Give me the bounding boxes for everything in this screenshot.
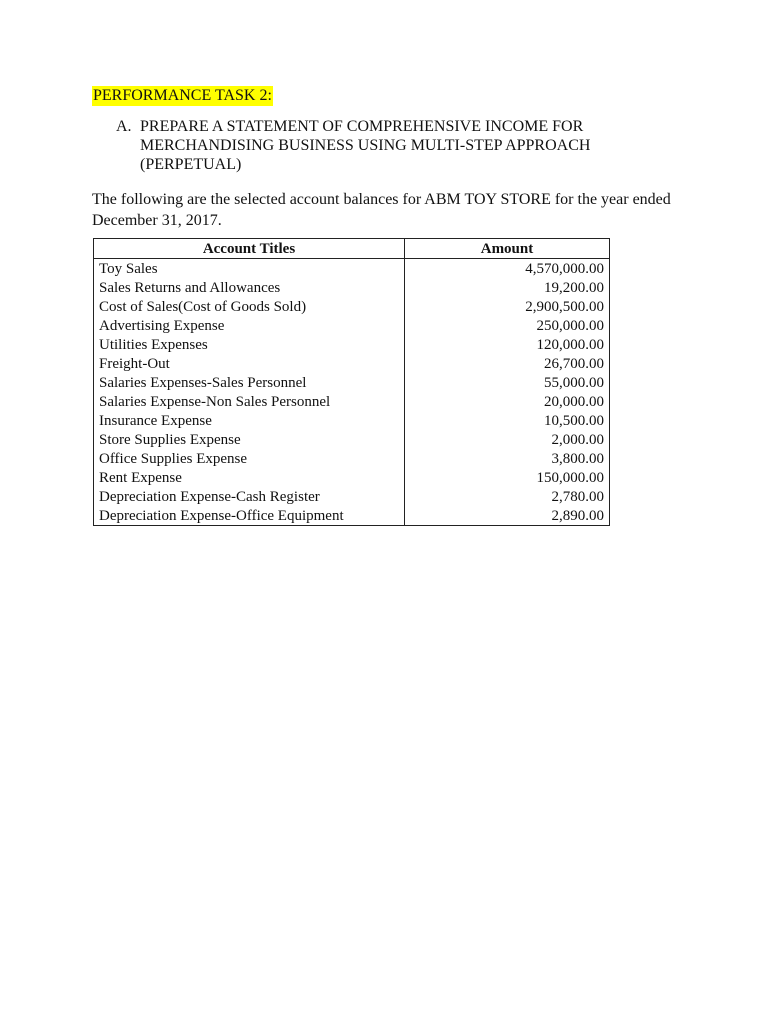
account-title: Toy Sales [94, 259, 405, 279]
table-row [94, 411, 610, 430]
instruction-item [116, 117, 676, 174]
account-title: Advertising Expense [94, 316, 405, 335]
table-header-row [94, 239, 610, 259]
account-amount: 2,900,500.00 [405, 297, 610, 316]
table-row [94, 487, 610, 506]
table-row [94, 468, 610, 487]
account-amount: 120,000.00 [405, 335, 610, 354]
table-row [94, 259, 610, 279]
account-amount: 2,000.00 [405, 430, 610, 449]
account-balances-table [93, 238, 610, 526]
intro-paragraph: The following are the selected account balances for ABM TOY STORE for the year ended December 31, 2017. [92, 191, 671, 229]
task-heading: PERFORMANCE TASK 2: [93, 87, 272, 104]
account-title: Depreciation Expense-Cash Register [94, 487, 405, 506]
account-amount: 250,000.00 [405, 316, 610, 335]
account-title: Cost of Sales(Cost of Goods Sold) [94, 297, 405, 316]
account-amount: 19,200.00 [405, 278, 610, 297]
table-row [94, 373, 610, 392]
account-title: Salaries Expenses-Sales Personnel [94, 373, 405, 392]
account-amount: 10,500.00 [405, 411, 610, 430]
account-title: Depreciation Expense-Office Equipment [94, 506, 405, 526]
table-row [94, 335, 610, 354]
header-account-titles: Account Titles [94, 239, 405, 259]
account-amount: 150,000.00 [405, 468, 610, 487]
account-title: Rent Expense [94, 468, 405, 487]
account-amount: 55,000.00 [405, 373, 610, 392]
account-title: Salaries Expense-Non Sales Personnel [94, 392, 405, 411]
account-amount: 4,570,000.00 [405, 259, 610, 279]
table-row [94, 316, 610, 335]
account-title: Sales Returns and Allowances [94, 278, 405, 297]
table-row [94, 297, 610, 316]
table-row [94, 506, 610, 526]
account-amount: 26,700.00 [405, 354, 610, 373]
header-amount: Amount [405, 239, 610, 259]
account-title: Store Supplies Expense [94, 430, 405, 449]
account-amount: 2,890.00 [405, 506, 610, 526]
account-title: Utilities Expenses [94, 335, 405, 354]
account-amount: 2,780.00 [405, 487, 610, 506]
table-row [94, 278, 610, 297]
account-title: Insurance Expense [94, 411, 405, 430]
account-amount: 20,000.00 [405, 392, 610, 411]
instruction-marker: A. [116, 118, 132, 135]
table-row [94, 392, 610, 411]
account-amount: 3,800.00 [405, 449, 610, 468]
table-row [94, 430, 610, 449]
account-title: Freight-Out [94, 354, 405, 373]
account-title: Office Supplies Expense [94, 449, 405, 468]
table-row [94, 449, 610, 468]
table-row [94, 354, 610, 373]
instruction-text: PREPARE A STATEMENT OF COMPREHENSIVE INCOME FOR MERCHANDISING BUSINESS USING MULTI-STEP APPROACH (PERPETUAL) [140, 118, 591, 173]
